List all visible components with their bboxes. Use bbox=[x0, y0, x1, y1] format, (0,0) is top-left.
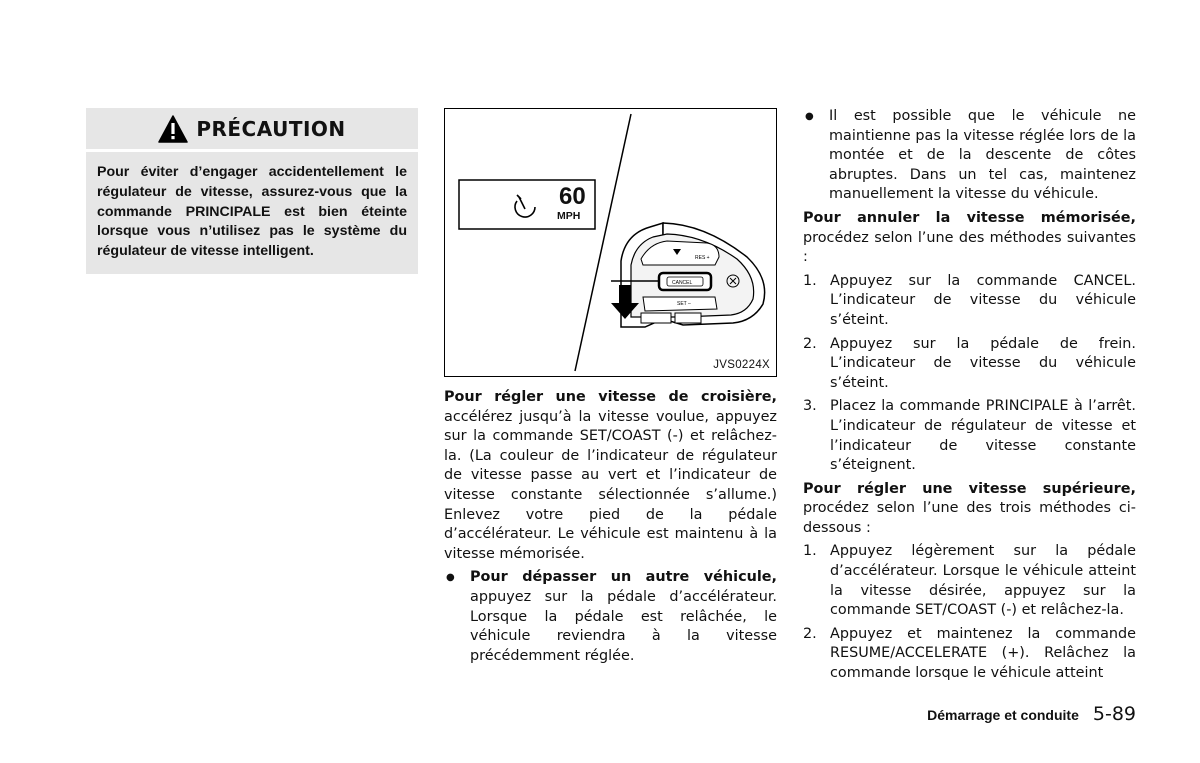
page-footer bbox=[927, 703, 1136, 725]
right-column bbox=[803, 107, 1136, 684]
svg-text:SET –: SET – bbox=[677, 301, 691, 307]
bullet-steep-slopes: ● Il est possible que le véhicule ne maintienne pas la vitesse réglée lors de la montée et de la descente de côtes abruptes. Dans un tel cas, maintenez manuellement la vitesse du véhicule. bbox=[803, 107, 1136, 205]
step-text: Appuyez et maintenez la commande RESUME/ACCELERATE (+). Relâchez la commande lorsque le véhicule atteint bbox=[830, 625, 1136, 682]
speed-unit: MPH bbox=[557, 210, 581, 222]
cancel-step bbox=[803, 272, 1136, 331]
step-number: 3. bbox=[803, 398, 817, 415]
page-number: 5-89 bbox=[1092, 703, 1136, 725]
bullet-overtake bbox=[444, 568, 777, 666]
figure-cruise-control bbox=[444, 108, 777, 377]
paragraph-set-cruise bbox=[444, 388, 777, 564]
text-overtake: appuyez sur la pédale d’accélérateur. Lorsque la pédale est relâchée, le véhicule reviendra à la vitesse précédemment réglée. bbox=[470, 588, 777, 664]
heading-set-cruise: Pour régler une vitesse de croisière, bbox=[444, 389, 777, 405]
middle-column bbox=[444, 388, 777, 666]
text-set-cruise: accélérez jusqu’à la vitesse voulue, appuyez sur la commande SET/COAST (-) et relâchez-la. (La couleur de l’indicateur de régulateur de vitesse passe au vert et l’indicateur de vitesse constante sélectionnée s’allume.) Enlevez votre pied de la pédale d’accélérateur. Le véhicule est maintenu à la vitesse mémorisée. bbox=[444, 408, 777, 562]
heading-cancel: Pour annuler la vitesse mémorisée, bbox=[803, 209, 1136, 226]
caution-text: Pour éviter d’engager accidentellement le régulateur de vitesse, assurez-vous que la commande PRINCIPALE est bien éteinte lorsque vous n’utilisez pas le système du régulateur de vitesse intelligent. bbox=[97, 164, 407, 260]
caution-title: PRÉCAUTION bbox=[196, 116, 346, 141]
section-title: Démarrage et conduite bbox=[927, 707, 1079, 723]
step-text: Placez la commande PRINCIPALE à l’arrêt. L’indicateur de régulateur de vitesse et l’indicateur de vitesse constante s’éteignent. bbox=[830, 398, 1136, 474]
svg-text:RES +: RES + bbox=[695, 255, 710, 261]
step-number: 1. bbox=[803, 543, 817, 560]
higher-step bbox=[803, 542, 1136, 620]
cancel-step bbox=[803, 335, 1136, 394]
caution-box bbox=[86, 108, 418, 274]
paragraph-cancel bbox=[803, 209, 1136, 268]
step-text: Appuyez sur la pédale de frein. L’indicateur de vitesse du véhicule s’éteint. bbox=[830, 335, 1136, 391]
speed-value: 60 bbox=[559, 183, 586, 210]
cancel-step bbox=[803, 397, 1136, 475]
paragraph-higher-speed bbox=[803, 480, 1136, 539]
caution-header bbox=[86, 108, 418, 152]
text-higher-speed: procédez selon l’une des trois méthodes ci-dessous : bbox=[803, 500, 1136, 536]
step-number: 1. bbox=[803, 272, 817, 289]
step-text: Appuyez légèrement sur la pédale d’accélérateur. Lorsque le véhicule atteint la vitesse désirée, appuyez sur la commande SET/COAST (-) et relâchez-la. bbox=[830, 543, 1136, 619]
svg-text:CANCEL: CANCEL bbox=[672, 280, 693, 286]
steering-switch-illustration bbox=[445, 109, 778, 378]
step-number: 2. bbox=[803, 335, 817, 352]
figure-code: JVS0224X bbox=[713, 359, 770, 371]
text-cancel: procédez selon l’une des méthodes suivantes : bbox=[803, 229, 1136, 266]
step-number: 2. bbox=[803, 625, 817, 642]
step-text: Appuyez sur la commande CANCEL. L’indicateur de vitesse du véhicule s’éteint. bbox=[830, 272, 1136, 328]
heading-higher-speed: Pour régler une vitesse supérieure, bbox=[803, 480, 1136, 497]
heading-overtake: Pour dépasser un autre véhicule, bbox=[470, 569, 777, 586]
higher-step bbox=[803, 625, 1136, 684]
warning-icon bbox=[158, 115, 188, 143]
